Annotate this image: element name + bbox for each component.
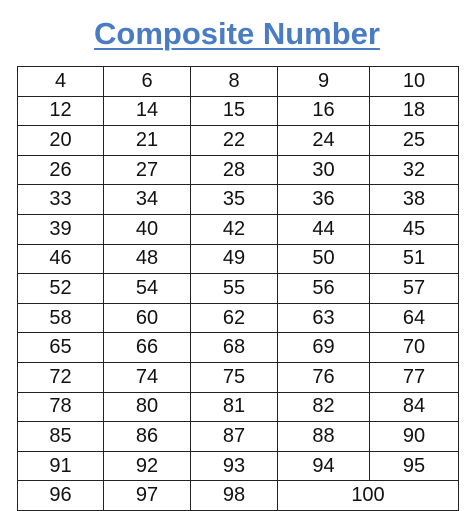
table-cell: 15 <box>191 96 278 126</box>
table-cell: 30 <box>278 155 370 185</box>
table-cell: 33 <box>18 185 104 215</box>
table-cell: 48 <box>104 244 191 274</box>
table-cell: 38 <box>370 185 459 215</box>
table-cell: 6 <box>104 67 191 97</box>
table-cell: 55 <box>191 274 278 304</box>
table-cell: 68 <box>191 333 278 363</box>
table-cell: 27 <box>104 155 191 185</box>
table-row <box>18 481 459 511</box>
table-cell: 28 <box>191 155 278 185</box>
table-cell: 94 <box>278 451 370 481</box>
table-cell: 39 <box>18 214 104 244</box>
table-cell: 34 <box>104 185 191 215</box>
table-cell: 84 <box>370 392 459 422</box>
table-cell: 40 <box>104 214 191 244</box>
table-cell: 74 <box>104 362 191 392</box>
table-cell: 75 <box>191 362 278 392</box>
table-cell: 32 <box>370 155 459 185</box>
table-cell: 92 <box>104 451 191 481</box>
table-cell: 16 <box>278 96 370 126</box>
table-cell: 98 <box>191 481 278 511</box>
table-cell: 14 <box>104 96 191 126</box>
table-cell: 81 <box>191 392 278 422</box>
table-row <box>18 244 459 274</box>
table-row <box>18 303 459 333</box>
table-cell: 93 <box>191 451 278 481</box>
table-cell: 9 <box>278 67 370 97</box>
table-cell: 97 <box>104 481 191 511</box>
table-cell: 87 <box>191 422 278 452</box>
table-cell: 90 <box>370 422 459 452</box>
table-cell: 24 <box>278 126 370 156</box>
page-title-text: Composite Number <box>94 16 380 51</box>
table-cell: 45 <box>370 214 459 244</box>
page-title <box>0 14 474 54</box>
table-cell: 54 <box>104 274 191 304</box>
table-cell: 20 <box>18 126 104 156</box>
table-cell: 78 <box>18 392 104 422</box>
table-row <box>18 274 459 304</box>
table-cell: 36 <box>278 185 370 215</box>
table-row <box>18 67 459 97</box>
table-cell: 77 <box>370 362 459 392</box>
table-cell: 51 <box>370 244 459 274</box>
table-cell: 35 <box>191 185 278 215</box>
table-row <box>18 126 459 156</box>
table-cell: 22 <box>191 126 278 156</box>
table-cell: 100 <box>278 481 459 511</box>
table-cell: 72 <box>18 362 104 392</box>
table-cell: 57 <box>370 274 459 304</box>
table-row <box>18 392 459 422</box>
table-cell: 18 <box>370 96 459 126</box>
table-cell: 69 <box>278 333 370 363</box>
table-cell: 42 <box>191 214 278 244</box>
table-cell: 10 <box>370 67 459 97</box>
table-cell: 82 <box>278 392 370 422</box>
table-cell: 60 <box>104 303 191 333</box>
composite-number-table <box>17 66 459 511</box>
table-cell: 66 <box>104 333 191 363</box>
table-cell: 86 <box>104 422 191 452</box>
table-row <box>18 333 459 363</box>
table-cell: 49 <box>191 244 278 274</box>
table-cell: 25 <box>370 126 459 156</box>
table-cell: 12 <box>18 96 104 126</box>
table-cell: 8 <box>191 67 278 97</box>
table-cell: 62 <box>191 303 278 333</box>
table-cell: 21 <box>104 126 191 156</box>
table-row <box>18 214 459 244</box>
table-cell: 44 <box>278 214 370 244</box>
table-cell: 52 <box>18 274 104 304</box>
table-row <box>18 422 459 452</box>
table-cell: 50 <box>278 244 370 274</box>
table-row <box>18 185 459 215</box>
table-row <box>18 155 459 185</box>
table-row <box>18 451 459 481</box>
table-cell: 80 <box>104 392 191 422</box>
table-row <box>18 362 459 392</box>
table-cell: 76 <box>278 362 370 392</box>
table-cell: 65 <box>18 333 104 363</box>
table-row <box>18 96 459 126</box>
table-cell: 88 <box>278 422 370 452</box>
table-body <box>18 67 459 511</box>
table-cell: 63 <box>278 303 370 333</box>
table-cell: 58 <box>18 303 104 333</box>
table-cell: 85 <box>18 422 104 452</box>
table-cell: 95 <box>370 451 459 481</box>
table-cell: 26 <box>18 155 104 185</box>
table-cell: 96 <box>18 481 104 511</box>
table-cell: 56 <box>278 274 370 304</box>
table-cell: 46 <box>18 244 104 274</box>
table-cell: 64 <box>370 303 459 333</box>
table-cell: 91 <box>18 451 104 481</box>
table-cell: 70 <box>370 333 459 363</box>
table-cell: 4 <box>18 67 104 97</box>
